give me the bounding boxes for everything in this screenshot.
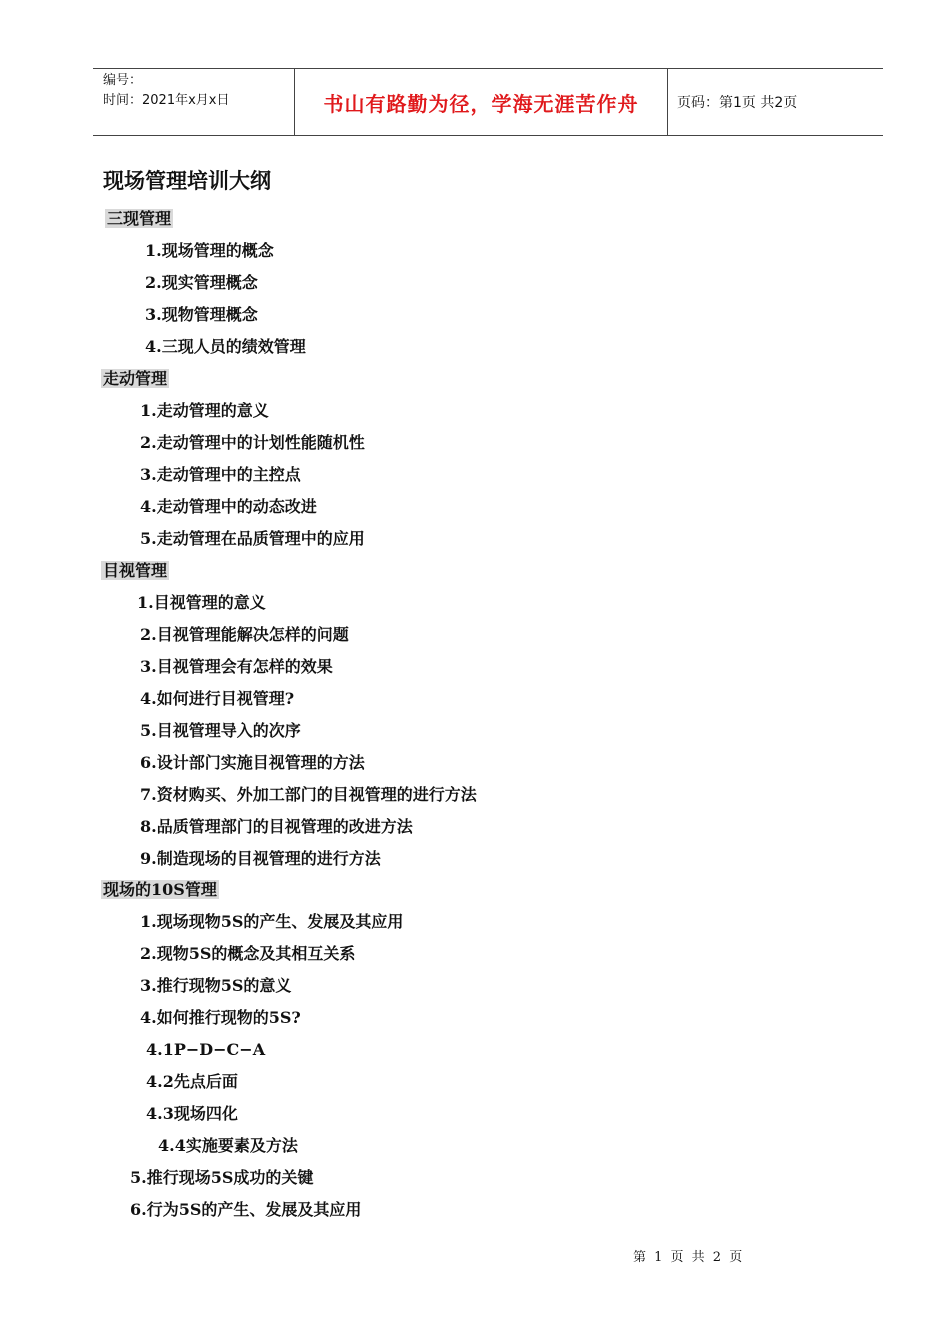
list-item: 4.如何推行现物的5S? bbox=[140, 1008, 301, 1027]
list-item: 4.1P−D−C−A bbox=[146, 1040, 266, 1059]
list-item: 4.3现场四化 bbox=[146, 1104, 238, 1123]
list-item: 3.推行现物5S的意义 bbox=[140, 976, 292, 995]
header-page-number: 页码：第1页 共2页 bbox=[677, 95, 798, 111]
list-item: 3.现物管理概念 bbox=[145, 305, 258, 324]
page-header bbox=[93, 68, 883, 136]
list-item: 2.走动管理中的计划性能随机性 bbox=[140, 433, 365, 452]
list-item: 4.2先点后面 bbox=[146, 1072, 238, 1091]
list-item: 1.现场管理的概念 bbox=[145, 241, 274, 260]
list-item: 6.行为5S的产生、发展及其应用 bbox=[130, 1200, 362, 1219]
list-item: 3.目视管理会有怎样的效果 bbox=[140, 657, 333, 676]
list-item: 1.目视管理的意义 bbox=[137, 593, 266, 612]
document-title: 现场管理培训大纲 bbox=[103, 168, 271, 193]
header-motto: 书山有路勤为径，学海无涯苦作舟 bbox=[295, 69, 668, 135]
section-heading: 走动管理 bbox=[103, 369, 168, 388]
section-heading: 三现管理 bbox=[107, 209, 172, 228]
list-item: 2.现物5S的概念及其相互关系 bbox=[140, 944, 356, 963]
list-item: 2.现实管理概念 bbox=[145, 273, 258, 292]
list-item: 5.推行现场5S成功的关键 bbox=[130, 1168, 314, 1187]
list-item: 4.如何进行目视管理? bbox=[140, 689, 295, 708]
list-item: 4.4实施要素及方法 bbox=[158, 1136, 298, 1155]
list-item: 5.目视管理导入的次序 bbox=[140, 721, 301, 740]
serial-number-label: 编号： bbox=[103, 73, 143, 88]
list-item: 3.走动管理中的主控点 bbox=[140, 465, 301, 484]
section-heading: 现场的10S管理 bbox=[103, 880, 217, 899]
list-item: 9.制造现场的目视管理的进行方法 bbox=[140, 849, 381, 868]
list-item: 7.资材购买、外加工部门的目视管理的进行方法 bbox=[140, 785, 477, 804]
list-item: 1.走动管理的意义 bbox=[140, 401, 269, 420]
list-item: 4.三现人员的绩效管理 bbox=[145, 337, 306, 356]
section-heading: 目视管理 bbox=[103, 561, 168, 580]
header-meta-cell bbox=[93, 69, 295, 135]
list-item: 8.品质管理部门的目视管理的改进方法 bbox=[140, 817, 413, 836]
list-item: 4.走动管理中的动态改进 bbox=[140, 497, 317, 516]
list-item: 1.现场现物5S的产生、发展及其应用 bbox=[140, 912, 404, 931]
page-footer: 第 1 页 共 2 页 bbox=[633, 1250, 745, 1265]
list-item: 6.设计部门实施目视管理的方法 bbox=[140, 753, 365, 772]
list-item: 5.走动管理在品质管理中的应用 bbox=[140, 529, 365, 548]
time-label: 时间：2021年x月x日 bbox=[103, 93, 230, 108]
list-item: 2.目视管理能解决怎样的问题 bbox=[140, 625, 349, 644]
